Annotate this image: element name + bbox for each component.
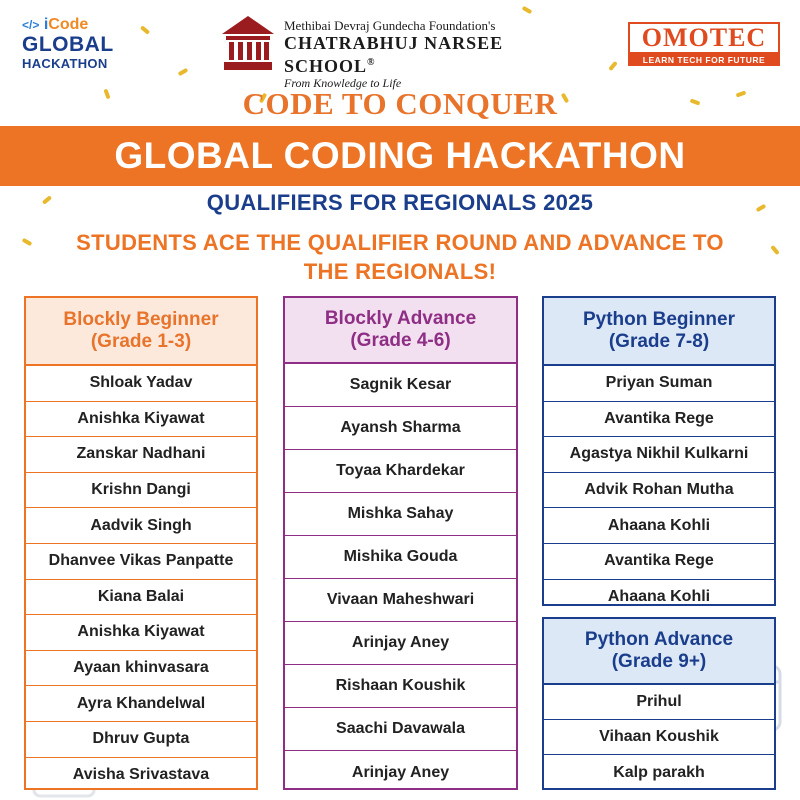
subtitle: QUALIFIERS FOR REGIONALS 2025 xyxy=(206,190,594,215)
school-name xyxy=(284,33,588,76)
omotec-tagline: LEARN TECH FOR FUTURE xyxy=(628,54,780,66)
student-name: Ahaana Kohli xyxy=(544,508,774,544)
student-name: Avantika Rege xyxy=(544,544,774,580)
student-name: Avantika Rege xyxy=(544,402,774,438)
icode-global-text: GLOBAL xyxy=(22,33,114,56)
student-name: Vivaan Maheshwari xyxy=(285,579,516,622)
student-name: Mishika Gouda xyxy=(285,536,516,579)
student-name: Agastya Nikhil Kulkarni xyxy=(544,437,774,473)
category-title: Python Advance xyxy=(584,629,734,650)
student-name: Krishn Dangi xyxy=(26,473,256,509)
student-name: Anishka Kiyawat xyxy=(26,615,256,651)
student-list xyxy=(544,685,774,790)
category-grade: (Grade 4-6) xyxy=(350,330,451,351)
school-foundation: Methibai Devraj Gundecha Foundation's xyxy=(284,18,496,33)
category-python-advance xyxy=(542,617,776,790)
student-name: Ayaan khinvasara xyxy=(26,651,256,687)
student-name: Rishaan Koushik xyxy=(285,665,516,708)
student-list xyxy=(26,366,256,793)
headline-line-2: THE REGIONALS! xyxy=(303,259,497,284)
student-name: Mishka Sahay xyxy=(285,493,516,536)
confetti xyxy=(178,68,189,76)
omotec-name: OMOTEC xyxy=(628,22,780,54)
student-name: Dhanvee Vikas Panpatte xyxy=(26,544,256,580)
student-name: Prihul xyxy=(544,685,774,720)
student-name: Ahaana Kohli xyxy=(607,588,711,606)
student-list xyxy=(285,364,516,794)
category-grade: (Grade 1-3) xyxy=(90,331,192,352)
student-name: Advik Rohan Mutha xyxy=(544,473,774,509)
icode-hackathon-text: HACKATHON xyxy=(22,56,108,71)
confetti xyxy=(608,61,617,71)
student-name: Sagnik Kesar xyxy=(285,364,516,407)
student-name: Toyaa Khardekar xyxy=(285,450,516,493)
icode-global-hackathon-logo xyxy=(22,16,132,71)
student-name: Anishka Kiyawat xyxy=(26,402,256,438)
category-header xyxy=(544,298,774,366)
headline xyxy=(20,228,780,286)
student-name: Vihaan Koushik xyxy=(544,720,774,755)
category-blockly-beginner xyxy=(24,296,258,790)
icode-code: Code xyxy=(48,16,89,33)
category-grade: (Grade 7-8) xyxy=(608,331,710,352)
student-name: Aadvik Singh xyxy=(26,508,256,544)
category-grade: (Grade 9+) xyxy=(611,651,707,672)
slogan: CODE TO CONQUER xyxy=(242,86,558,121)
student-name: Shloak Yadav xyxy=(26,366,256,402)
category-python-beginner xyxy=(542,296,776,606)
student-name: Arinjay Aney xyxy=(285,622,516,665)
student-name: Arinjay Aney xyxy=(351,763,450,781)
category-header xyxy=(544,619,774,685)
school-name-text: CHATRABHUJ NARSEE SCHOOL xyxy=(284,33,504,76)
student-list xyxy=(544,366,774,615)
student-name: Ayansh Sharma xyxy=(285,407,516,450)
category-header xyxy=(26,298,256,366)
student-name: Zanskar Nadhani xyxy=(26,437,256,473)
student-name: Ayra Khandelwal xyxy=(26,686,256,722)
student-name: Avisha Srivastava xyxy=(72,766,210,784)
student-name: Priyan Suman xyxy=(544,366,774,402)
headline-line-1: STUDENTS ACE THE QUALIFIER ROUND AND ADVANCE TO xyxy=(76,230,724,255)
school-logo xyxy=(218,12,588,90)
school-tagline: From Knowledge to Life xyxy=(284,76,402,90)
category-title: Blockly Advance xyxy=(324,308,477,329)
category-title: Python Beginner xyxy=(582,309,735,330)
confetti xyxy=(140,25,150,34)
category-title: Blockly Beginner xyxy=(63,309,219,330)
student-name: Kalp parakh xyxy=(613,763,705,781)
icode-i: i xyxy=(43,16,49,33)
student-name: Kiana Balai xyxy=(26,580,256,616)
student-name: Dhruv Gupta xyxy=(26,722,256,758)
student-name: Saachi Davawala xyxy=(285,708,516,751)
title-banner xyxy=(0,126,800,186)
icode-tag: </> xyxy=(22,18,40,32)
page-title: GLOBAL CODING HACKATHON xyxy=(114,135,686,176)
category-header xyxy=(285,298,516,364)
omotec-logo xyxy=(628,22,780,68)
registered-mark: ® xyxy=(367,57,376,68)
school-crest-icon xyxy=(218,14,278,72)
category-blockly-advance xyxy=(283,296,518,790)
